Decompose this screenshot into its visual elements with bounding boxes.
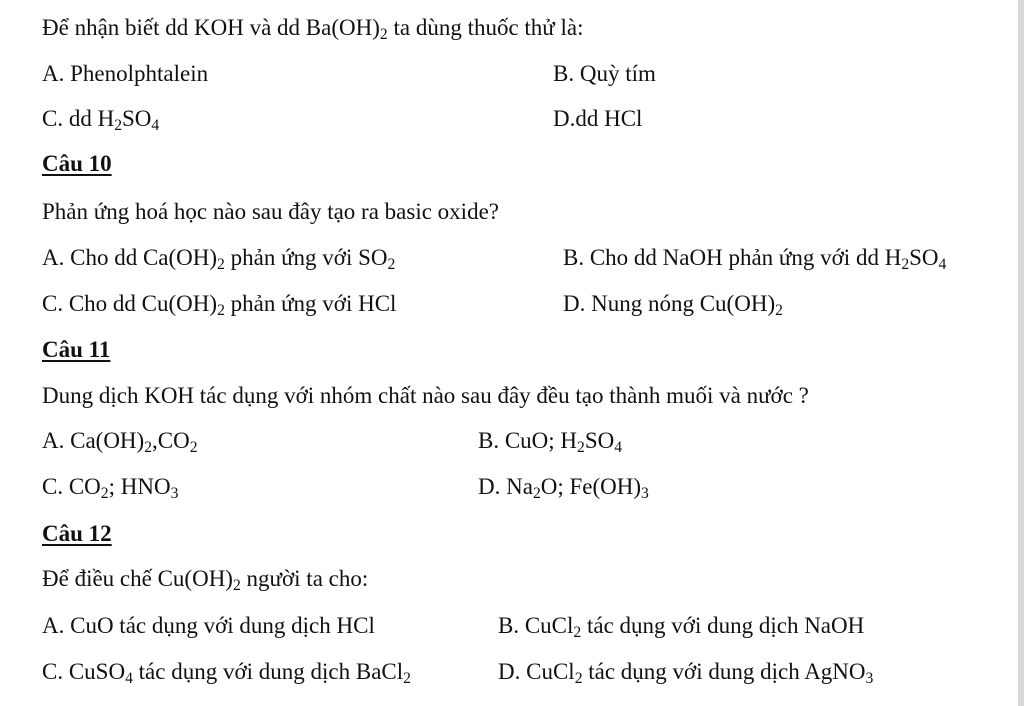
q11-option-d (478, 474, 649, 502)
q11-stem: Dung dịch KOH tác dụng với nhóm chất nào sau đây đều tạo thành muối và nước ? (42, 383, 809, 408)
q11-option-b-sub2: 4 (614, 438, 623, 456)
q11-option-a-sub1: 2 (144, 438, 153, 456)
q11-option-d-sub1: 2 (532, 484, 541, 502)
q11-option-d-sub2: 3 (641, 484, 649, 502)
q10-option-b-sub2: 4 (938, 255, 947, 273)
q11-option-b-text: B. CuO; H (478, 428, 578, 453)
q10-option-a (42, 245, 396, 273)
q9-option-d (553, 107, 642, 130)
q11-option-a-text: A. Ca(OH) (42, 428, 145, 453)
q9-option-b (553, 62, 656, 85)
q9-stem-suffix: ta dùng thuốc thử là: (387, 15, 584, 40)
q11-option-a-sub2: 2 (189, 438, 198, 456)
q10-option-b-sub1: 2 (901, 255, 910, 273)
q12-heading: Câu 12 (42, 521, 112, 546)
q11-heading: Câu 11 (42, 337, 111, 362)
q11-option-c (42, 474, 179, 502)
q10-option-b-mid: SO (909, 245, 939, 270)
q11-option-c-mid: ; HNO (108, 474, 171, 499)
q12-option-c (42, 659, 411, 687)
q12-option-d-text: D. CuCl (498, 659, 575, 684)
q11-option-b-sub1: 2 (577, 438, 585, 456)
q10-option-d (563, 291, 783, 319)
q10-option-a-sub2: 2 (387, 255, 396, 273)
q12-option-c-mid: tác dụng với dung dịch BaCl (132, 659, 404, 684)
q12-stem (42, 566, 369, 594)
q10-option-c (42, 291, 397, 319)
q11-option-c-text: C. CO (42, 474, 101, 499)
q9-stem-sub: 2 (379, 25, 388, 43)
q11-option-b-mid: SO (584, 428, 615, 453)
q10-stem: Phản ứng hoá học nào sau đây tạo ra basic oxide? (42, 199, 499, 224)
q12-stem-suffix: người ta cho: (240, 566, 369, 591)
q11-option-d-text: D. Na (478, 474, 533, 499)
q11-option-a (42, 428, 198, 456)
q12-option-b-suffix: tác dụng với dung dịch NaOH (581, 613, 865, 638)
q10-option-a-text: A. Cho dd Ca(OH) (42, 245, 218, 270)
q9-stem (42, 15, 584, 43)
q12-option-b (498, 613, 865, 641)
q10-option-c-sub: 2 (217, 301, 225, 319)
q9-option-c-sub1: 2 (114, 116, 123, 134)
q12-option-d-mid: tác dụng với dung dịch AgNO (582, 659, 866, 684)
q10-option-b-text: B. Cho dd NaOH phản ứng với dd H (563, 245, 902, 270)
q11-option-a-mid: ,CO (152, 428, 190, 453)
q12-stem-sub: 2 (232, 576, 241, 594)
q10-option-c-suffix: phản ứng với HCl (224, 291, 397, 316)
q9-option-a-text: A. Phenolphtalein (42, 61, 209, 86)
q9-option-c-text: C. dd H (42, 106, 115, 131)
q12-option-d-sub2: 3 (865, 669, 874, 687)
q12-option-c-text: C. CuSO (42, 659, 126, 684)
q9-option-d-text: D.dd HCl (553, 106, 643, 131)
q9-option-c (42, 106, 160, 134)
q10-option-c-text: C. Cho dd Cu(OH) (42, 291, 218, 316)
q10-option-a-sub1: 2 (217, 255, 225, 273)
q11-option-c-sub2: 3 (170, 484, 179, 502)
q11-option-c-sub1: 2 (100, 484, 109, 502)
right-edge-shadow (1018, 0, 1024, 706)
q9-option-a (42, 62, 208, 85)
q12-option-a (42, 614, 375, 637)
q10-option-d-text: D. Nung nóng Cu(OH) (563, 291, 776, 316)
q10-option-d-sub: 2 (775, 301, 783, 319)
q12-stem-text: Để điều chế Cu(OH) (42, 566, 233, 591)
q9-option-c-sub2: 4 (151, 116, 160, 134)
q10-heading: Câu 10 (42, 151, 112, 176)
q10-option-b (563, 245, 947, 273)
q11-option-b (478, 428, 623, 456)
q12-option-c-sub1: 4 (125, 669, 133, 687)
q12-option-c-sub2: 2 (403, 669, 411, 687)
q10-option-a-mid: phản ứng với SO (224, 245, 388, 270)
q11-option-d-mid: O; Fe(OH) (540, 474, 642, 499)
q12-option-a-text: A. CuO tác dụng với dung dịch HCl (42, 613, 375, 638)
q9-stem-text: Để nhận biết dd KOH và dd Ba(OH) (42, 15, 380, 40)
q12-option-b-text: B. CuCl (498, 613, 574, 638)
q12-option-d (498, 659, 874, 687)
q12-option-b-sub: 2 (573, 623, 582, 641)
q9-option-c-mid: SO (122, 106, 152, 131)
q12-option-d-sub1: 2 (574, 669, 583, 687)
q9-option-b-text: B. Quỳ tím (553, 61, 656, 86)
